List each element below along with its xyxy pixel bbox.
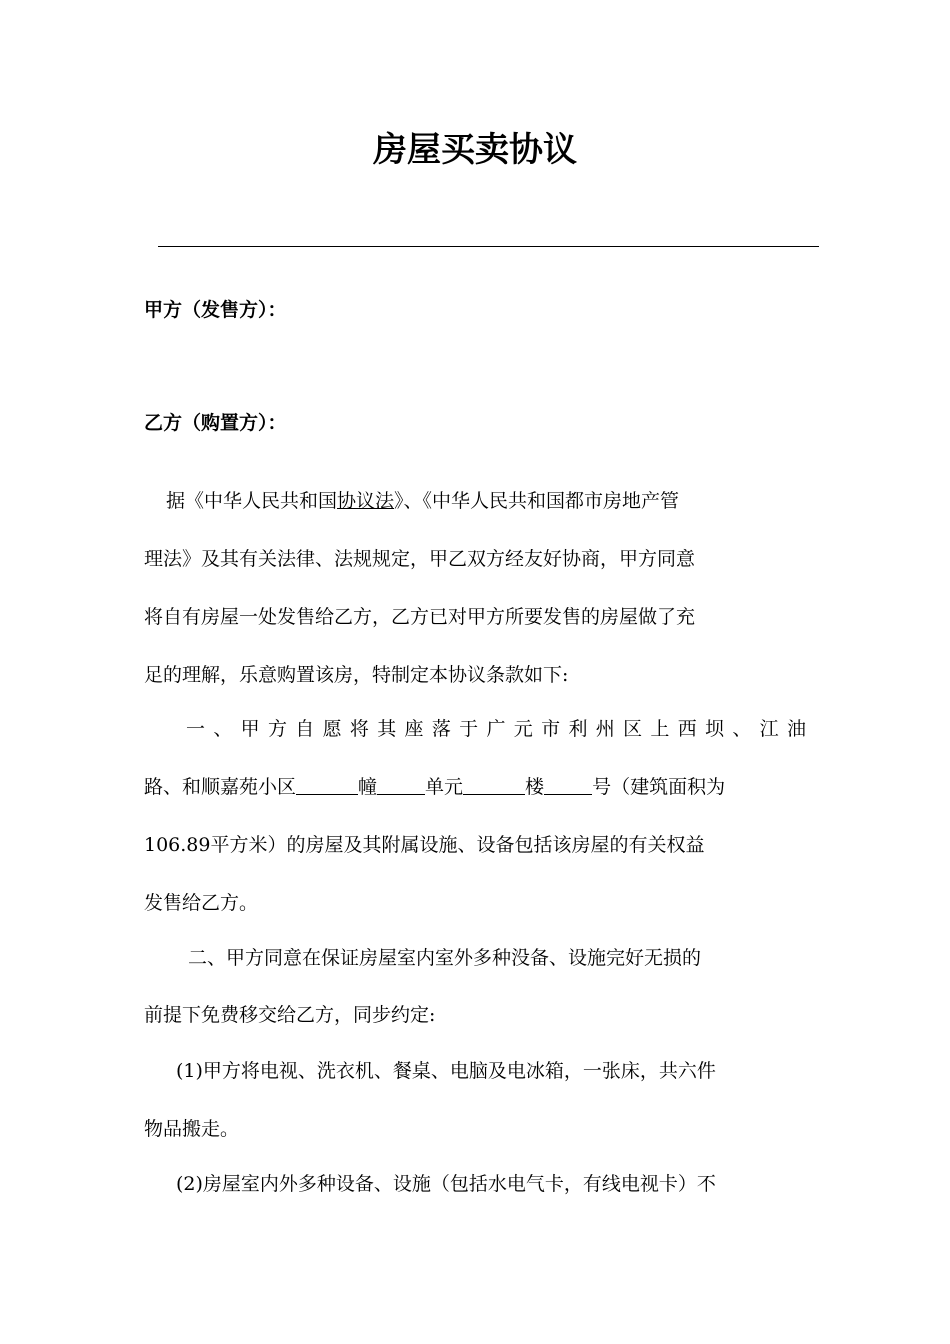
article-1-text: 路、和顺嘉苑小区	[144, 776, 297, 798]
article-1-text: 号（建筑面积为	[592, 776, 726, 798]
preamble-line-2: 理法》及其有关法律、法规规定，甲乙双方经友好协商，甲方同意	[144, 548, 696, 570]
article-1-line-3: 106.89平方米）的房屋及其附属设施、设备包括该房屋的有关权益	[144, 834, 705, 856]
article-1-text: 幢	[358, 776, 378, 798]
article-1-line-2	[144, 772, 806, 802]
preamble-text: 》、《中华人民共和国都市房地产管	[394, 490, 680, 512]
document-title: 房屋买卖协议	[373, 130, 577, 170]
article-2-line-1: 二、甲方同意在保证房屋室内室外多种没备、设施完好无损的	[188, 947, 702, 969]
article-1-text: 楼	[525, 776, 545, 798]
article-1-text: 单元	[425, 776, 464, 798]
preamble-line-1	[166, 486, 806, 516]
item-1-line-2: 物品搬走。	[144, 1118, 240, 1140]
party-a-label: 甲方（发售方）：	[144, 299, 287, 321]
item-2-line-1: (2)房屋室内外多种设备、设施（包括水电气卡，有线电视卡）不	[176, 1173, 716, 1195]
party-b-label: 乙方（购置方）：	[144, 412, 287, 434]
article-1-line-4: 发售给乙方。	[144, 892, 259, 914]
title-divider	[158, 246, 819, 247]
preamble-line-3: 将自有房屋一处发售给乙方，乙方已对甲方所要发售的房屋做了充	[144, 606, 696, 628]
contract-law-link: 协议法	[337, 490, 395, 512]
item-1-line-1: (1)甲方将电视、洗衣机、餐桌、电脑及电冰箱，一张床，共六件	[176, 1060, 716, 1082]
unit-number-blank[interactable]	[377, 774, 425, 795]
article-2-line-2: 前提下免费移交给乙方，同步约定:	[144, 1004, 436, 1026]
building-number-blank[interactable]	[296, 774, 358, 795]
floor-number-blank[interactable]	[463, 774, 525, 795]
preamble-text: 据《中华人民共和国	[166, 490, 338, 512]
preamble-line-4: 足的理解，乐意购置该房，特制定本协议条款如下:	[144, 664, 569, 686]
article-1-line-1: 一、甲方自愿将其座落于广元市利州区上西坝、江油	[186, 718, 806, 740]
room-number-blank[interactable]	[544, 774, 592, 795]
